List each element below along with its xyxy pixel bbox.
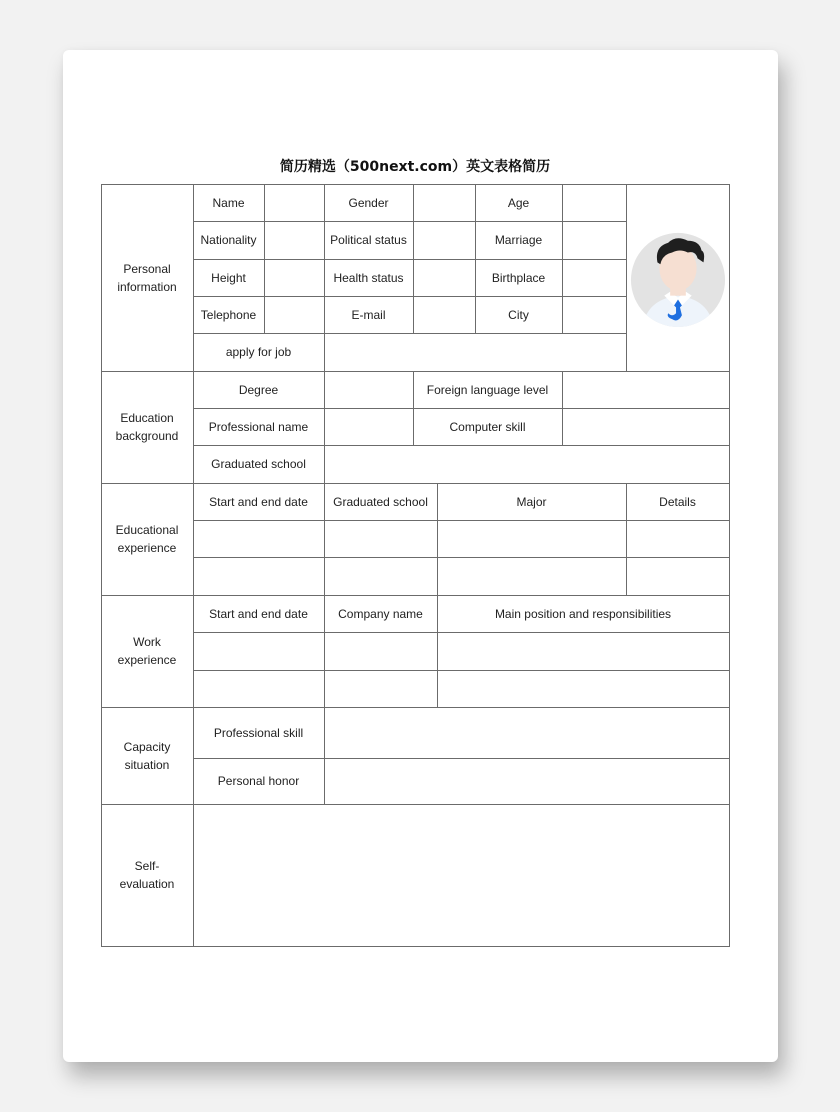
field-height[interactable] xyxy=(264,259,325,297)
header-work-position xyxy=(437,595,730,633)
field-self-evaluation[interactable] xyxy=(193,804,730,947)
label-political-status-text: Political status xyxy=(330,233,407,247)
label-apply-for-job-text: apply for job xyxy=(225,345,292,359)
header-edu-details xyxy=(626,483,730,521)
header-edu-school xyxy=(324,483,438,521)
label-graduated-school xyxy=(193,445,325,484)
label-computer-skill-text: Computer skill xyxy=(449,419,526,434)
header-work-company-text: Company name xyxy=(338,606,423,621)
label-marriage-text: Marriage xyxy=(494,233,543,247)
label-apply-for-job xyxy=(193,333,325,372)
section-label-work-experience-text: Work experience xyxy=(117,635,177,667)
label-professional-skill xyxy=(193,707,325,759)
field-edu-major-1[interactable] xyxy=(437,520,627,558)
section-label-educational-experience-text: Educational experience xyxy=(115,523,179,555)
field-edu-dates-1[interactable] xyxy=(193,520,325,558)
field-professional-name[interactable] xyxy=(324,408,414,446)
field-nationality[interactable] xyxy=(264,221,325,260)
label-city-text: City xyxy=(508,307,529,322)
section-label-self-evaluation xyxy=(101,804,194,947)
section-label-education-background xyxy=(101,371,194,484)
header-edu-school-text: Graduated school xyxy=(333,494,428,509)
field-work-position-2[interactable] xyxy=(437,670,730,708)
label-name-text: Name xyxy=(212,195,245,210)
field-work-company-1[interactable] xyxy=(324,632,438,671)
field-edu-school-1[interactable] xyxy=(324,520,438,558)
section-label-personal-text: Personal information xyxy=(117,261,177,294)
label-nationality xyxy=(193,221,265,260)
field-foreign-language-level[interactable] xyxy=(562,371,730,409)
label-height-text: Height xyxy=(211,270,246,285)
avatar-placeholder-icon xyxy=(629,229,727,327)
field-marriage[interactable] xyxy=(562,221,627,260)
label-height xyxy=(193,259,265,297)
label-political-status xyxy=(324,221,414,260)
label-foreign-language-level xyxy=(413,371,563,409)
field-degree[interactable] xyxy=(324,371,414,409)
header-work-dates-text: Start and end date xyxy=(209,606,308,621)
field-work-position-1[interactable] xyxy=(437,632,730,671)
field-computer-skill[interactable] xyxy=(562,408,730,446)
field-personal-honor[interactable] xyxy=(324,758,730,805)
header-edu-major-text: Major xyxy=(516,494,547,509)
label-marriage xyxy=(475,221,563,260)
label-email-text: E-mail xyxy=(351,307,386,322)
label-professional-name-text: Professional name xyxy=(208,419,309,434)
label-birthplace xyxy=(475,259,563,297)
field-email[interactable] xyxy=(413,296,476,334)
field-graduated-school[interactable] xyxy=(324,445,730,484)
header-work-dates xyxy=(193,595,325,633)
field-work-dates-2[interactable] xyxy=(193,670,325,708)
section-label-self-evaluation-text: Self-evaluation xyxy=(119,859,175,891)
label-health-status-text: Health status xyxy=(333,270,404,285)
section-label-educational-experience xyxy=(101,483,194,596)
field-city[interactable] xyxy=(562,296,627,334)
header-work-position-text: Main position and responsibilities xyxy=(494,606,672,621)
label-graduated-school-text: Graduated school xyxy=(211,457,306,471)
header-edu-dates xyxy=(193,483,325,521)
section-label-capacity-situation-text: Capacity situation xyxy=(123,739,171,772)
label-personal-honor xyxy=(193,758,325,805)
field-apply-for-job[interactable] xyxy=(324,333,627,372)
photo-cell[interactable] xyxy=(626,184,730,372)
section-label-personal xyxy=(101,184,194,372)
header-edu-details-text: Details xyxy=(659,494,696,509)
field-age[interactable] xyxy=(562,184,627,222)
field-professional-skill[interactable] xyxy=(324,707,730,759)
section-label-education-background-text: Education background xyxy=(115,411,179,443)
label-nationality-text: Nationality xyxy=(200,233,257,247)
field-political-status[interactable] xyxy=(413,221,476,260)
field-work-company-2[interactable] xyxy=(324,670,438,708)
label-city xyxy=(475,296,563,334)
field-telephone[interactable] xyxy=(264,296,325,334)
field-edu-school-2[interactable] xyxy=(324,557,438,596)
header-edu-dates-text: Start and end date xyxy=(209,494,308,509)
page-title: 简历精选（500next.com）英文表格简历 xyxy=(279,159,551,175)
section-label-capacity-situation xyxy=(101,707,194,805)
label-degree-text: Degree xyxy=(238,382,279,397)
section-label-work-experience xyxy=(101,595,194,708)
label-foreign-language-level-text: Foreign language level xyxy=(426,382,549,397)
field-edu-details-1[interactable] xyxy=(626,520,730,558)
field-edu-dates-2[interactable] xyxy=(193,557,325,596)
header-edu-major xyxy=(437,483,627,521)
label-degree xyxy=(193,371,325,409)
header-work-company xyxy=(324,595,438,633)
label-personal-honor-text: Personal honor xyxy=(217,774,300,788)
field-name[interactable] xyxy=(264,184,325,222)
field-health-status[interactable] xyxy=(413,259,476,297)
label-telephone xyxy=(193,296,265,334)
label-age-text: Age xyxy=(507,195,530,210)
label-health-status xyxy=(324,259,414,297)
label-age xyxy=(475,184,563,222)
field-edu-details-2[interactable] xyxy=(626,557,730,596)
label-name xyxy=(193,184,265,222)
field-birthplace[interactable] xyxy=(562,259,627,297)
label-telephone-text: Telephone xyxy=(200,307,257,322)
label-professional-skill-text: Professional skill xyxy=(213,725,304,740)
field-gender[interactable] xyxy=(413,184,476,222)
label-gender-text: Gender xyxy=(348,195,389,210)
field-work-dates-1[interactable] xyxy=(193,632,325,671)
field-edu-major-2[interactable] xyxy=(437,557,627,596)
label-email xyxy=(324,296,414,334)
label-gender xyxy=(324,184,414,222)
label-birthplace-text: Birthplace xyxy=(491,270,546,285)
label-computer-skill xyxy=(413,408,563,446)
label-professional-name xyxy=(193,408,325,446)
